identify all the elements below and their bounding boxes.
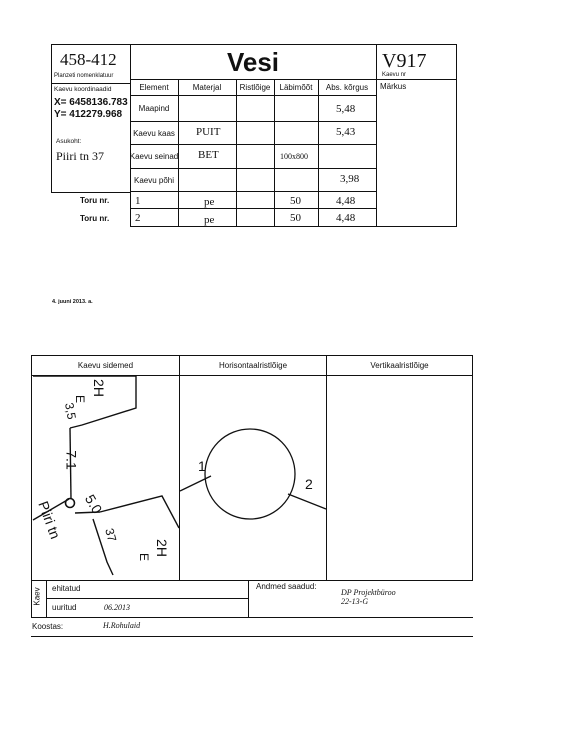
well-number-label: Kaevu nr: [382, 72, 407, 78]
data-source-value: DP Projektbüroo: [341, 588, 396, 597]
address-label: Asukoht:: [56, 138, 82, 145]
hand-37: 37: [102, 526, 120, 544]
col-height: Abs. kõrgus: [325, 83, 369, 92]
pipe-height: 4,48: [336, 212, 356, 224]
pipe-diameter: 50: [290, 195, 301, 207]
col-element: Element: [139, 83, 169, 92]
coordinate-x: X= 6458136.783: [54, 97, 128, 108]
col-diameter: Läbimõõt: [279, 83, 313, 92]
date-note: 4. juuni 2013. a.: [52, 299, 93, 305]
hand-50: 5.0: [81, 491, 106, 517]
sketch-title-horizontal: Horisontaalristlõige: [218, 361, 288, 370]
data-source-label: Andmed saadud:: [256, 582, 317, 591]
col-section: Ristlõige: [239, 83, 271, 92]
address-value: Piiri tn 37: [56, 149, 105, 163]
pipe-label: Toru nr.: [80, 196, 110, 205]
well-symbol-icon: [66, 499, 75, 508]
hand-2h-top: 2H: [90, 379, 107, 397]
pipe-label: Toru nr.: [80, 214, 110, 223]
row-height: 5,48: [336, 103, 356, 115]
map-sheet-label: Planzeti nomenklatuur: [54, 73, 114, 79]
pipe-material: pe: [204, 214, 215, 226]
hand-pipe-1: 1: [198, 458, 206, 474]
sketch-title-vertical: Vertikaalristlõige: [370, 361, 429, 370]
row-diameter: 100x800: [280, 152, 308, 161]
hand-35: 3,5: [62, 401, 79, 421]
coordinate-y: Y= 412279.968: [54, 109, 123, 120]
row-material: PUIT: [196, 126, 221, 138]
hand-2h-bottom: 2H: [153, 539, 170, 557]
row-material: BET: [198, 149, 219, 161]
hand-street: Piiri tn: [35, 498, 64, 542]
coordinates-label: Kaevu koordinaadid: [54, 86, 112, 93]
row-height: 5,43: [336, 126, 356, 138]
hand-pipe-2: 2: [305, 476, 313, 492]
compiled-value: H.Rohulaid: [103, 621, 141, 630]
document-title: Vesi: [226, 47, 280, 77]
pipe-diameter: 50: [290, 212, 301, 224]
measured-label: uuritud: [52, 603, 77, 612]
row-element: Kaevu kaas: [133, 128, 175, 138]
map-sheet-code: 458-412: [60, 50, 117, 69]
pipe-number: 2: [135, 212, 141, 224]
remarks-label: Märkus: [380, 82, 407, 91]
built-label: ehitatud: [52, 584, 81, 593]
sketch-title-connections: Kaevu sidemed: [77, 361, 134, 370]
data-source-code: 22-13-G: [341, 597, 369, 606]
row-element: Kaevu seinad: [129, 152, 179, 161]
compiled-label: Koostas:: [32, 622, 64, 631]
pipe-material: pe: [204, 196, 215, 208]
pipe-height: 4,48: [336, 195, 356, 207]
col-material: Materjal: [192, 83, 222, 92]
hand-e-bottom: E: [137, 552, 152, 562]
row-element: Maapind: [138, 104, 170, 113]
well-cross-section-circle: [205, 429, 295, 519]
pipe-number: 1: [135, 195, 141, 207]
row-height: 3,98: [340, 173, 360, 185]
pipe-2-line: [288, 494, 326, 509]
measured-value: 06.2013: [104, 603, 130, 612]
well-number: V917: [382, 50, 427, 72]
hand-e-top: E: [73, 394, 88, 404]
row-element: Kaevu põhi: [133, 175, 175, 185]
well-side-label: Kaev: [32, 587, 42, 606]
hand-71: 7.1: [63, 450, 80, 470]
